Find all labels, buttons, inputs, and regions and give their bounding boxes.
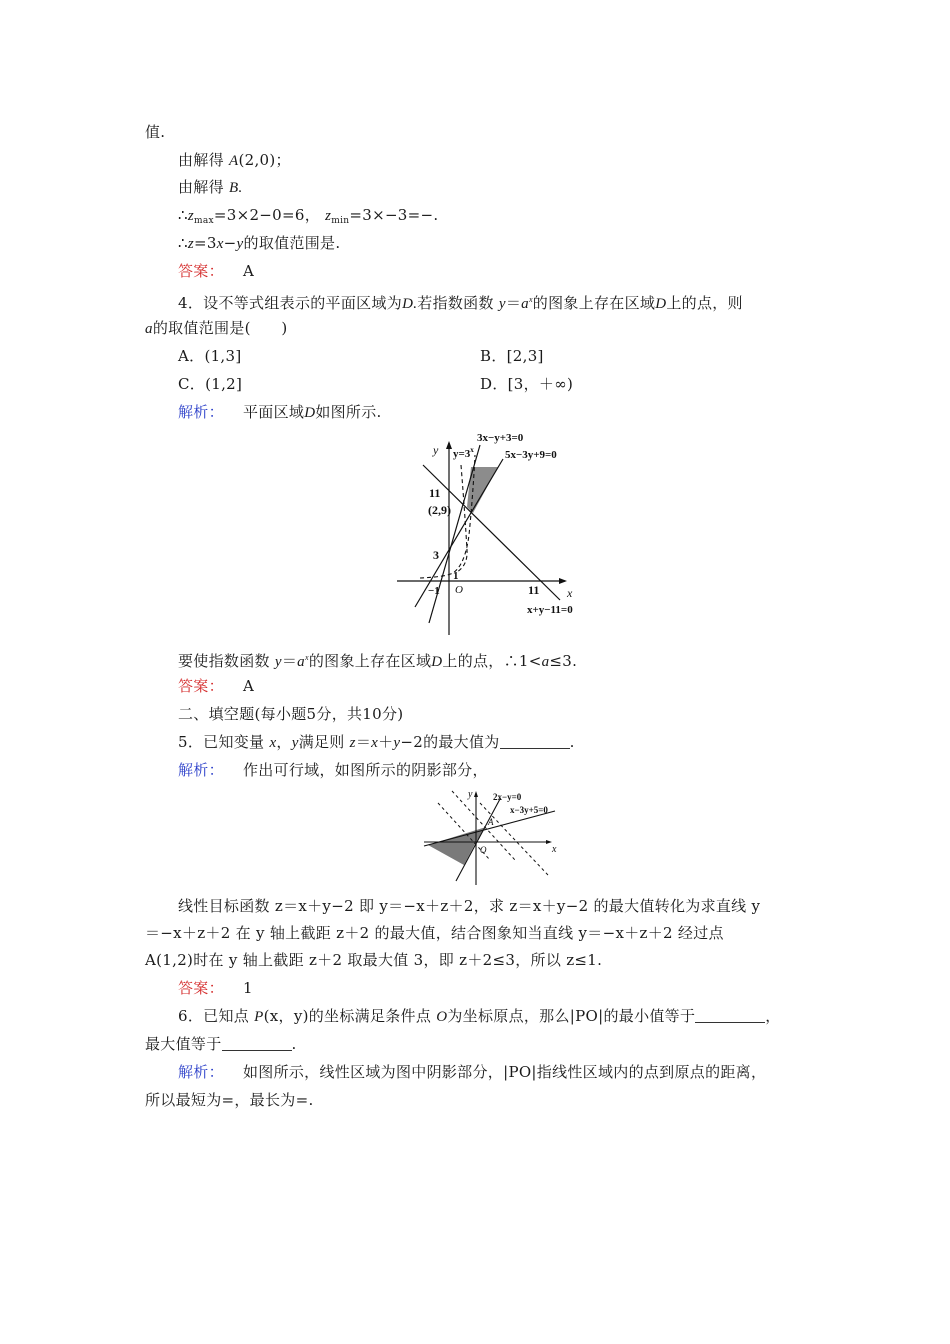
line2-label: x−3y+5=0 <box>510 805 548 815</box>
answer-line <box>178 261 254 281</box>
option-c <box>178 374 242 394</box>
line1-label: 3x−y+3=0 <box>477 432 524 444</box>
math-var: O <box>436 1009 448 1025</box>
math-var: z <box>187 208 194 224</box>
analysis-line <box>178 402 382 423</box>
text: 如图所示，线性区域为图中阴影部分，|PO|指线性区域内的点到原点的距离， <box>242 1063 767 1081</box>
therefore-symbol: ∴ <box>178 234 188 252</box>
text: 作出可行域，如图所示的阴影部分， <box>242 761 488 779</box>
text: 值. <box>145 123 166 141</box>
text: 为坐标原点，那么|PO|的最小值等于 <box>447 1007 696 1025</box>
question-number: 4． <box>178 294 204 312</box>
math-var: y <box>274 654 282 670</box>
subscript: max <box>193 216 214 226</box>
math-var: D <box>304 405 316 421</box>
shaded-region <box>428 827 486 865</box>
math-var: x <box>216 236 224 252</box>
text: 线性目标函数 z＝x＋y−2 即 y＝−x＋z＋2，求 z＝x＋y−2 的最大值转化为求直线 y <box>178 897 761 915</box>
x-tick-neg1: −1 <box>428 585 440 597</box>
line-x-plus-y-minus-11 <box>423 465 560 600</box>
text: 上的点，∴1< <box>442 652 542 670</box>
question-4-stem <box>178 290 743 314</box>
question-4-stem-2 <box>145 318 288 339</box>
math-var: a <box>145 321 153 337</box>
text: ＝−x＋z＋2 在 y 轴上截距 z＋2 的最大值，结合图象知当直线 y＝−x＋z＋2 经过点 <box>145 924 724 942</box>
line1-label: 2x−y=0 <box>493 792 522 802</box>
text: ＝ <box>281 652 298 670</box>
math-var: y <box>393 735 401 751</box>
answer-line <box>178 676 254 696</box>
y-tick-11: 11 <box>429 486 441 500</box>
math-var: z <box>349 735 356 751</box>
point-label: B. <box>228 180 243 196</box>
x-axis-label: x <box>567 586 573 600</box>
answer-label: 答案： <box>178 262 224 280</box>
math-var: y <box>236 236 244 252</box>
option-value: [3，＋∞) <box>507 375 574 393</box>
text: 所以最短为=，最长为=. <box>145 1091 314 1109</box>
x-axis-label: x <box>552 844 557 855</box>
text: 最大值等于 <box>145 1035 222 1053</box>
body-line <box>145 923 724 943</box>
text: −2的最大值为 <box>400 733 500 751</box>
option-d <box>480 374 573 394</box>
question-number: 5． <box>178 733 204 751</box>
option-label: D． <box>480 375 508 393</box>
text: ＋ <box>378 733 394 751</box>
question-5-stem <box>178 732 575 753</box>
text: 已知点 <box>203 1007 250 1025</box>
answer-blank-min[interactable] <box>695 1008 765 1023</box>
text: A(1,2)时在 y 轴上截距 z＋2 取最大值 3，即 z＋2≤3，所以 z≤1. <box>145 951 603 969</box>
option-value: (1,3] <box>204 347 242 365</box>
text: ， <box>276 733 292 751</box>
text: 的取值范围是. <box>243 234 341 252</box>
text: (2,0)； <box>238 151 291 169</box>
option-label: C． <box>178 375 206 393</box>
body-line <box>178 896 760 916</box>
region-d-figure <box>395 425 595 640</box>
math-var: z <box>325 208 332 224</box>
text: 的取值范围是( ) <box>152 319 288 337</box>
y-tick-3: 3 <box>433 548 439 562</box>
text: 的图象上存在区域 <box>532 294 656 312</box>
text-line <box>178 177 243 198</box>
option-value: (1,2] <box>205 375 243 393</box>
text-line <box>178 233 340 254</box>
section-title <box>178 704 403 724</box>
text: ， <box>765 1007 781 1025</box>
math-var: a <box>297 654 305 670</box>
y-tick-1: 1 <box>453 570 459 582</box>
text: ≤3. <box>549 652 578 670</box>
math-var: a <box>521 296 529 312</box>
math-var: D. <box>402 296 418 312</box>
text: . <box>291 1035 297 1053</box>
answer-value: 1 <box>242 979 253 997</box>
math-var: a <box>541 654 550 670</box>
text: 平面区域 <box>242 403 305 421</box>
point-2-9-label: (2,9) <box>428 503 451 517</box>
body-line <box>145 950 602 970</box>
y-axis-label: y <box>433 443 439 457</box>
text: 上的点，则 <box>666 294 743 312</box>
analysis-line <box>178 1062 766 1082</box>
question-number: 6． <box>178 1007 204 1025</box>
therefore-symbol: ∴ <box>178 206 188 224</box>
text: =3×2−0=6， <box>213 206 321 224</box>
text-line <box>145 122 165 142</box>
answer-blank-max[interactable] <box>222 1036 292 1051</box>
text: 由解得 <box>178 151 224 169</box>
line2-label: 5x−3y+9=0 <box>505 449 557 461</box>
exp-curve-label: $y=3^x$ <box>453 446 474 460</box>
conclusion-line <box>178 648 577 672</box>
answer-value: A <box>242 262 255 280</box>
math-var: y <box>291 735 299 751</box>
math-var: P <box>254 1009 264 1025</box>
text: 已知变量 <box>203 733 265 751</box>
origin-label: O <box>455 584 463 596</box>
text: 由解得 <box>178 178 224 196</box>
math-var: D <box>431 654 443 670</box>
text-line <box>178 205 438 231</box>
text: 要使指数函数 <box>178 652 270 670</box>
option-label: B． <box>480 347 507 365</box>
line3-label: x+y−11=0 <box>527 604 573 616</box>
math-var: z <box>187 236 194 252</box>
text: 满足则 <box>298 733 345 751</box>
superscript: x <box>528 295 533 304</box>
text: 设不等式组表示的平面区域为 <box>203 294 403 312</box>
section-heading: 二、填空题(每小题5分，共10分) <box>178 705 404 723</box>
x-tick-11: 11 <box>528 583 540 597</box>
text: − <box>223 234 237 252</box>
option-b <box>480 346 544 366</box>
feasible-region-figure <box>420 785 570 890</box>
origin-label: O <box>480 845 487 855</box>
text: 如图所示. <box>315 403 382 421</box>
analysis-label: 解析： <box>178 1063 224 1081</box>
analysis-label: 解析： <box>178 403 224 421</box>
math-var: x <box>269 735 277 751</box>
text: ＝ <box>505 294 522 312</box>
text-line <box>178 150 291 171</box>
text: 的图象上存在区域 <box>308 652 432 670</box>
math-var: y <box>498 296 506 312</box>
question-6-stem <box>178 1006 781 1027</box>
math-var: x <box>371 735 379 751</box>
analysis-label: 解析： <box>178 761 224 779</box>
point-label: A <box>228 153 239 169</box>
answer-blank[interactable] <box>500 734 570 749</box>
answer-label: 答案： <box>178 979 224 997</box>
option-value: [2,3] <box>506 347 544 365</box>
subscript: min <box>331 216 350 226</box>
point-a-label: A <box>488 817 494 827</box>
answer-label: 答案： <box>178 677 224 695</box>
y-axis-label: y <box>468 789 473 800</box>
option-label: A． <box>178 347 205 365</box>
analysis-line <box>178 760 488 780</box>
text: =3 <box>193 234 217 252</box>
text: ＝ <box>355 733 372 751</box>
option-a <box>178 346 242 366</box>
answer-value: A <box>242 677 255 695</box>
text: 若指数函数 <box>417 294 494 312</box>
math-var: D <box>655 296 667 312</box>
analysis-line-2 <box>145 1090 314 1110</box>
superscript: x <box>304 653 309 662</box>
answer-line <box>178 978 253 998</box>
text: (x，y)的坐标满足条件点 <box>263 1007 432 1025</box>
text: . <box>569 733 575 751</box>
text: =3×−3=−. <box>349 206 439 224</box>
question-6-stem-2 <box>145 1034 297 1054</box>
